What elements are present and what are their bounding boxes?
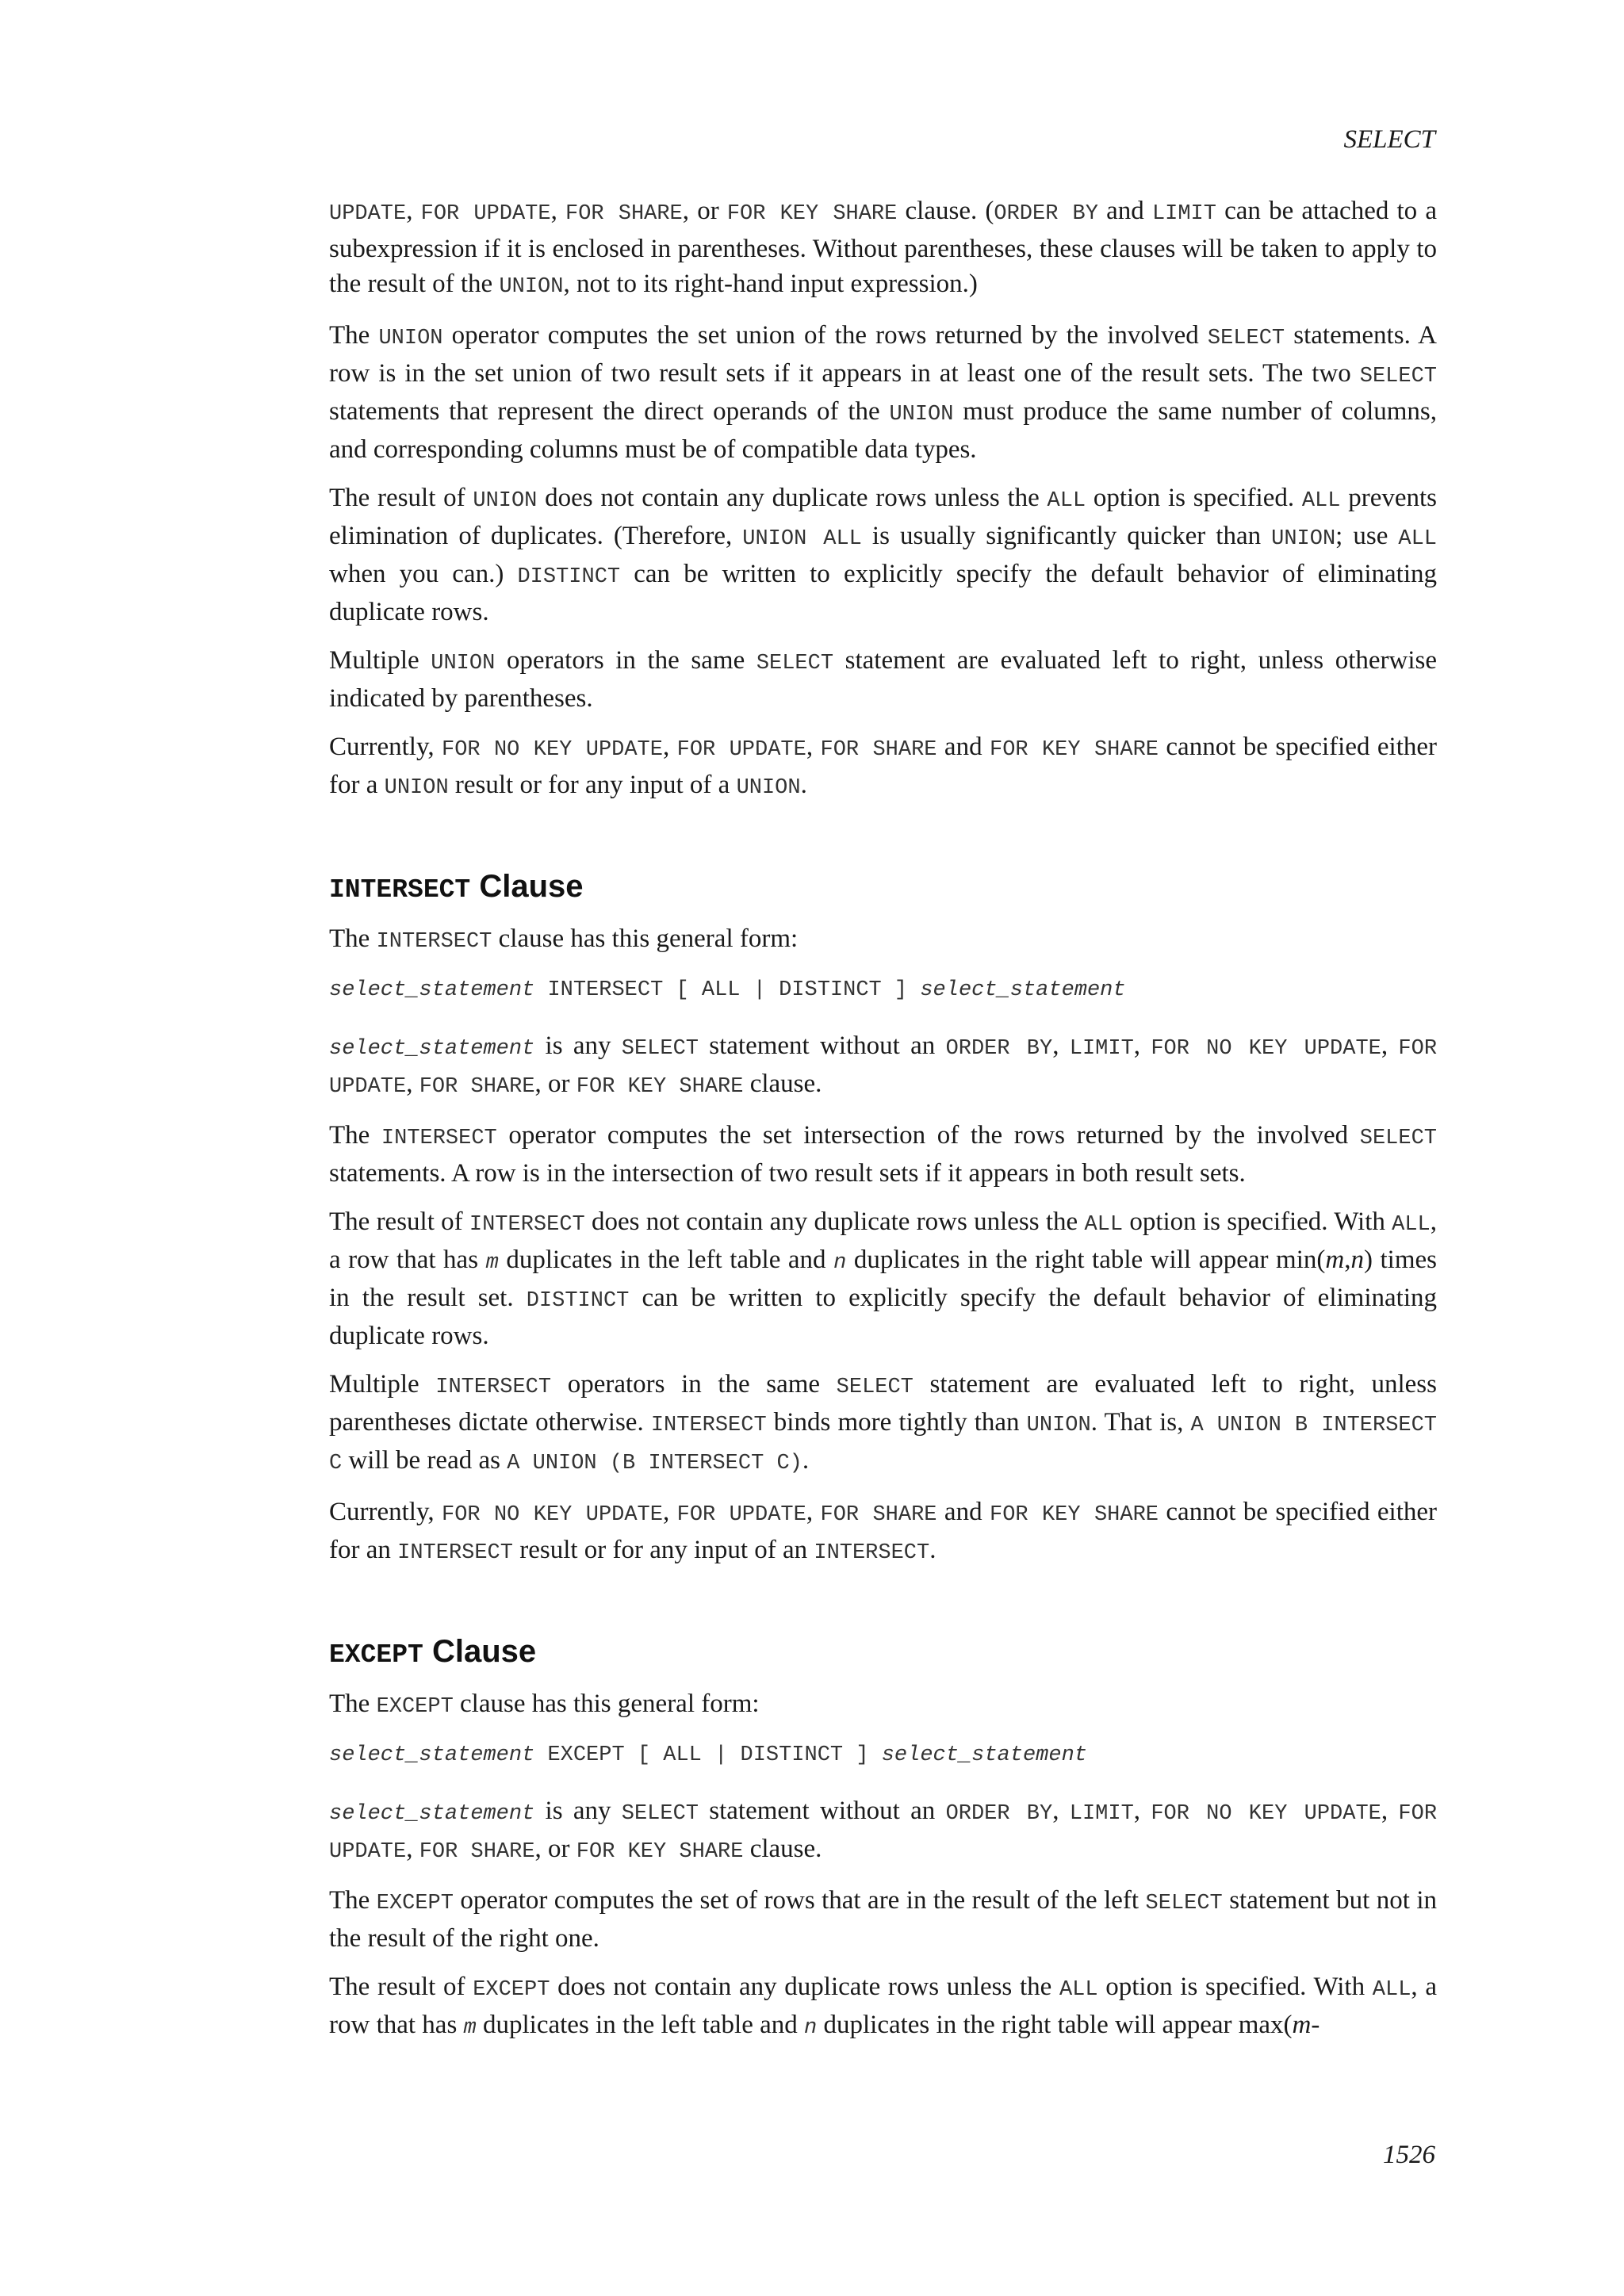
- union-paragraph-3: [329, 480, 1437, 629]
- replaceable-term: select_statement: [329, 1743, 535, 1767]
- replaceable-term: select_statement: [881, 1743, 1087, 1767]
- intersect-clause-heading: [329, 867, 1437, 910]
- replaceable-term: select_statement: [329, 1802, 535, 1826]
- code-term: SELECT: [1145, 1892, 1223, 1915]
- code-term: INTERSECT: [435, 1376, 552, 1399]
- code-term: LIMIT: [1069, 1037, 1134, 1061]
- except-intro: [329, 1686, 1437, 1724]
- code-term: EXCEPT: [473, 1978, 550, 2002]
- variable-term: m: [1292, 2011, 1312, 2039]
- text-run: option is specified. With: [1097, 1973, 1373, 2001]
- text-run: cannot be specified either for a: [329, 733, 1437, 799]
- intersect-intro: [329, 921, 1437, 959]
- text-run: result or for any input of an: [512, 1536, 814, 1564]
- text-run: statements. A row is in the set union of two result sets if it appears in at least one of the result sets. The two: [329, 321, 1437, 388]
- text-run: clause has this general form:: [492, 924, 799, 953]
- code-term: UNION: [1271, 527, 1336, 551]
- text-run: statement but not in the result of the right one.: [329, 1886, 1437, 1953]
- text-run: , a row that has: [329, 1973, 1437, 2039]
- code-term: UNION: [736, 776, 801, 800]
- text-run: The: [329, 924, 377, 953]
- code-term: UNION: [499, 275, 564, 299]
- text-run: -: [1311, 2011, 1320, 2039]
- intersect-paragraph-2: [329, 1118, 1437, 1191]
- text-run: The result of: [329, 484, 473, 512]
- text-run: ; use: [1335, 522, 1399, 550]
- text-run: is usually significantly quicker than: [861, 522, 1272, 550]
- variable-term: n: [1350, 1246, 1364, 1274]
- text-run: ,: [1133, 1797, 1151, 1825]
- code-term: ALL: [1392, 1213, 1431, 1237]
- code-term: ALL: [1301, 489, 1341, 513]
- text-run: operator computes the set intersection of the rows returned by the involved: [496, 1121, 1360, 1150]
- code-term: UPDATE: [329, 202, 407, 226]
- text-run: and: [1097, 197, 1152, 225]
- text-run: cannot be specified either for an: [329, 1498, 1437, 1564]
- code-term: FOR KEY SHARE: [990, 738, 1159, 762]
- text-run: operator computes the set union of the rows returned by the involved: [442, 321, 1208, 350]
- variable-term: m: [485, 1251, 499, 1275]
- text-run: Multiple: [329, 1370, 436, 1399]
- text-run: option is specified.: [1086, 484, 1302, 512]
- replaceable-term: select_statement: [329, 1037, 535, 1061]
- text-run: Currently,: [329, 733, 442, 761]
- text-run: clause has this general form:: [453, 1689, 760, 1718]
- text-run: . That is,: [1090, 1408, 1191, 1437]
- text-run: , a row that has: [329, 1207, 1438, 1274]
- text-run: .: [929, 1536, 936, 1564]
- code-term: DISTINCT: [517, 565, 621, 589]
- code-term: A UNION B INTERSECT C: [329, 1414, 1438, 1475]
- code-term: ALL: [1372, 1978, 1411, 2002]
- text-run: The: [329, 1121, 381, 1150]
- heading-code: INTERSECT: [329, 875, 471, 905]
- code-term: FOR SHARE: [419, 1840, 535, 1864]
- variable-term: n: [833, 1251, 847, 1275]
- union-paragraph-4: [329, 643, 1437, 716]
- text-run: when you can.): [329, 560, 518, 588]
- text-run: ,: [1052, 1031, 1070, 1060]
- code-term: FOR UPDATE: [420, 202, 551, 226]
- text-run: statement without an: [698, 1797, 946, 1825]
- intersect-synopsis: [329, 973, 1437, 1008]
- text-run: Currently,: [329, 1498, 442, 1526]
- variable-term: n: [804, 2016, 818, 2040]
- except-clause-heading: [329, 1632, 1437, 1675]
- heading-code: EXCEPT: [329, 1640, 423, 1670]
- code-term: FOR UPDATE: [329, 1802, 1438, 1864]
- text-run: duplicates in the left table and: [476, 2011, 805, 2039]
- intersect-paragraph-1: [329, 1028, 1437, 1104]
- code-term: FOR KEY SHARE: [726, 202, 898, 226]
- text-run: must produce the same number of columns, and corresponding columns must be of compatible data types.: [329, 397, 1437, 464]
- code-term: EXCEPT: [376, 1892, 454, 1915]
- text-run: ) times in the result set.: [329, 1246, 1438, 1312]
- except-paragraph-1: [329, 1793, 1437, 1869]
- code-term: SELECT: [1207, 327, 1285, 350]
- union-paragraph-1: [329, 193, 1437, 304]
- text-run: option is specified. With: [1123, 1207, 1392, 1236]
- code-term: FOR UPDATE: [329, 1037, 1438, 1099]
- code-term: ALL: [1398, 527, 1437, 551]
- text-run: The: [329, 1886, 377, 1915]
- text-run: , or: [682, 197, 727, 225]
- text-run: does not contain any duplicate rows unless the: [537, 484, 1048, 512]
- text-run: clause.: [743, 1070, 822, 1098]
- text-run: operator computes the set of rows that are in the result of the left: [453, 1886, 1146, 1915]
- text-run: ,: [406, 1835, 419, 1863]
- code-term: FOR KEY SHARE: [576, 1840, 744, 1864]
- code-term: INTERSECT: [376, 930, 492, 954]
- code-term: INTERSECT: [469, 1213, 585, 1237]
- code-term: FOR NO KEY UPDATE: [442, 1503, 663, 1527]
- text-run: , or: [534, 1070, 576, 1098]
- page-number: 1526: [1383, 2141, 1435, 2169]
- text-run: ,: [662, 733, 677, 761]
- text-run: is any: [534, 1797, 622, 1825]
- code-term: ALL: [1047, 489, 1086, 513]
- code-term: FOR KEY SHARE: [990, 1503, 1159, 1527]
- code-term: ORDER BY: [994, 202, 1098, 226]
- running-title: SELECT: [1343, 125, 1435, 154]
- code-term: UNION: [384, 776, 449, 800]
- text-run: statements that represent the direct operands of the: [329, 397, 890, 426]
- except-synopsis: [329, 1738, 1437, 1773]
- code-term: SELECT: [621, 1802, 699, 1826]
- text-run: The: [329, 1689, 377, 1718]
- text-run: will be read as: [342, 1446, 508, 1475]
- text-run: operators in the same: [495, 646, 756, 675]
- code-term: FOR KEY SHARE: [576, 1075, 744, 1099]
- code-term: ORDER BY: [945, 1802, 1053, 1826]
- text-run: ,: [1133, 1031, 1151, 1060]
- text-run: ,: [406, 197, 421, 225]
- code-term: FOR UPDATE: [676, 1503, 806, 1527]
- code-term: FOR SHARE: [565, 202, 683, 226]
- code-term: UNION: [1026, 1414, 1091, 1437]
- code-term: INTERSECT: [650, 1414, 767, 1437]
- intersect-paragraph-4: [329, 1367, 1437, 1481]
- code-term: SELECT: [836, 1376, 914, 1399]
- intersect-paragraph-3: [329, 1204, 1437, 1353]
- text-run: The result of: [329, 1973, 473, 2001]
- replaceable-term: select_statement: [329, 978, 535, 1002]
- code-term: FOR UPDATE: [676, 738, 806, 762]
- replaceable-term: select_statement: [920, 978, 1126, 1002]
- code-term: SELECT: [756, 652, 834, 675]
- text-run: can be written to explicitly specify the default behavior of eliminating duplicate rows.: [329, 560, 1437, 626]
- code-term: FOR NO KEY UPDATE: [442, 738, 663, 762]
- text-run: operators in the same: [551, 1370, 837, 1399]
- code-term: LIMIT: [1151, 202, 1216, 226]
- text-run: does not contain any duplicate rows unless the: [584, 1207, 1085, 1236]
- code-term: ALL: [1059, 1978, 1098, 2002]
- code-term: DISTINCT: [526, 1289, 630, 1313]
- code-term: INTERSECT: [397, 1541, 513, 1565]
- heading-text: Clause: [423, 1634, 537, 1669]
- text-run: duplicates in the right table will appear min(: [846, 1246, 1326, 1274]
- union-paragraph-5: [329, 729, 1437, 806]
- code-term: A UNION (B INTERSECT C): [507, 1452, 802, 1475]
- code-term: INTERSECT: [381, 1127, 497, 1150]
- text-run: can be attached to a subexpression if it is enclosed in parentheses. Without parentheses, these clauses will be taken to apply to the result of the: [329, 197, 1437, 298]
- text-run: duplicates in the left table and: [498, 1246, 834, 1274]
- text-run: ,: [806, 1498, 821, 1526]
- text-run: is any: [534, 1031, 622, 1060]
- text-run: .: [802, 1446, 810, 1475]
- text-run: statements. A row is in the intersection of two result sets if it appears in both result sets.: [329, 1159, 1246, 1188]
- heading-text: Clause: [470, 869, 584, 904]
- variable-term: m: [463, 2016, 477, 2040]
- text-run: statement without an: [698, 1031, 946, 1060]
- except-paragraph-3: [329, 1969, 1437, 2045]
- text-run: Multiple: [329, 646, 431, 675]
- code-term: UNION: [473, 489, 538, 513]
- page-body: [329, 193, 1437, 2059]
- text-run: ,: [1344, 1246, 1351, 1274]
- synopsis-run: EXCEPT [ ALL | DISTINCT ]: [534, 1743, 882, 1767]
- text-run: clause. (: [897, 197, 994, 225]
- text-run: duplicates in the right table will appear max(: [817, 2011, 1293, 2039]
- code-term: INTERSECT: [814, 1541, 930, 1565]
- text-run: prevents elimination of duplicates. (Therefore,: [329, 484, 1437, 550]
- variable-term: m: [1325, 1246, 1345, 1274]
- code-term: ORDER BY: [945, 1037, 1053, 1061]
- code-term: UNION: [378, 327, 443, 350]
- text-run: does not contain any duplicate rows unless the: [550, 1973, 1059, 2001]
- text-run: .: [800, 771, 807, 799]
- code-term: FOR SHARE: [820, 1503, 937, 1527]
- code-term: SELECT: [1359, 1127, 1437, 1150]
- text-run: The result of: [329, 1207, 469, 1236]
- code-term: UNION ALL: [742, 527, 862, 551]
- code-term: SELECT: [621, 1037, 699, 1061]
- text-run: , or: [534, 1835, 576, 1863]
- code-term: FOR NO KEY UPDATE: [1151, 1037, 1381, 1061]
- text-run: binds more tightly than: [766, 1408, 1027, 1437]
- code-term: FOR SHARE: [419, 1075, 535, 1099]
- code-term: UNION: [431, 652, 496, 675]
- text-run: result or for any input of a: [448, 771, 737, 799]
- text-run: can be written to explicitly specify the default behavior of eliminating duplicate rows.: [329, 1284, 1437, 1350]
- text-run: ,: [1381, 1797, 1399, 1825]
- text-run: ,: [406, 1070, 419, 1098]
- text-run: statement are evaluated left to right, unless otherwise indicated by parentheses.: [329, 646, 1437, 713]
- text-run: and: [936, 1498, 990, 1526]
- text-run: ,: [550, 197, 566, 225]
- except-paragraph-2: [329, 1883, 1437, 1956]
- text-run: statement are evaluated left to right, unless parentheses dictate otherwise.: [329, 1370, 1437, 1437]
- code-term: UNION: [889, 403, 954, 427]
- text-run: clause.: [743, 1835, 822, 1863]
- code-term: FOR NO KEY UPDATE: [1151, 1802, 1381, 1826]
- code-term: SELECT: [1359, 365, 1437, 388]
- text-run: The: [329, 321, 379, 350]
- text-run: ,: [662, 1498, 677, 1526]
- text-run: and: [936, 733, 990, 761]
- code-term: ALL: [1084, 1213, 1124, 1237]
- code-term: FOR SHARE: [820, 738, 937, 762]
- text-run: , not to its right-hand input expression.): [563, 270, 978, 298]
- synopsis-run: INTERSECT [ ALL | DISTINCT ]: [534, 978, 921, 1002]
- text-run: ,: [1052, 1797, 1070, 1825]
- intersect-paragraph-5: [329, 1494, 1437, 1571]
- text-run: ,: [806, 733, 821, 761]
- code-term: EXCEPT: [376, 1695, 454, 1719]
- code-term: LIMIT: [1069, 1802, 1134, 1826]
- text-run: ,: [1381, 1031, 1399, 1060]
- union-paragraph-2: [329, 318, 1437, 467]
